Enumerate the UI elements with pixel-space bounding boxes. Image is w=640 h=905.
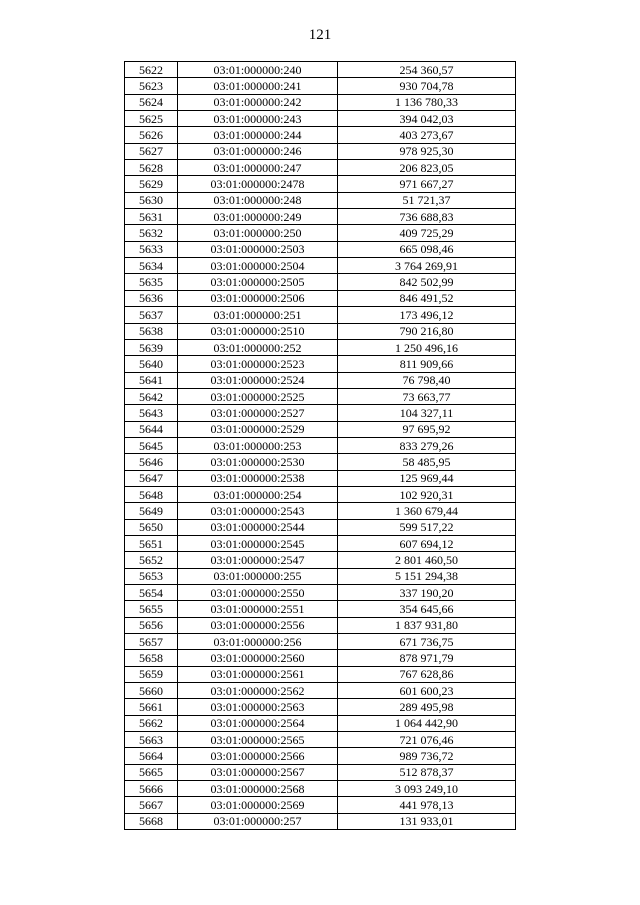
cadastral-number-cell: 03:01:000000:254 xyxy=(178,486,338,502)
row-number-cell: 5645 xyxy=(125,437,178,453)
row-number-cell: 5650 xyxy=(125,519,178,535)
row-number-cell: 5627 xyxy=(125,143,178,159)
value-cell: 1 064 442,90 xyxy=(338,715,516,731)
cadastral-number-cell: 03:01:000000:2568 xyxy=(178,781,338,797)
row-number-cell: 5664 xyxy=(125,748,178,764)
cadastral-number-cell: 03:01:000000:2569 xyxy=(178,797,338,813)
value-cell: 3 093 249,10 xyxy=(338,781,516,797)
table-row xyxy=(125,241,516,257)
value-cell: 394 042,03 xyxy=(338,111,516,127)
table-row xyxy=(125,274,516,290)
cadastral-number-cell: 03:01:000000:2503 xyxy=(178,241,338,257)
value-cell: 607 694,12 xyxy=(338,535,516,551)
value-cell: 97 695,92 xyxy=(338,421,516,437)
table-row xyxy=(125,617,516,633)
cadastral-number-cell: 03:01:000000:256 xyxy=(178,634,338,650)
value-cell: 1 250 496,16 xyxy=(338,339,516,355)
table-row xyxy=(125,94,516,110)
table-body xyxy=(125,62,516,830)
row-number-cell: 5657 xyxy=(125,634,178,650)
table-row xyxy=(125,503,516,519)
table-row xyxy=(125,176,516,192)
value-cell: 76 798,40 xyxy=(338,372,516,388)
cadastral-number-cell: 03:01:000000:2529 xyxy=(178,421,338,437)
row-number-cell: 5624 xyxy=(125,94,178,110)
table-row xyxy=(125,258,516,274)
cadastral-number-cell: 03:01:000000:243 xyxy=(178,111,338,127)
cadastral-number-cell: 03:01:000000:2566 xyxy=(178,748,338,764)
table-row xyxy=(125,454,516,470)
row-number-cell: 5623 xyxy=(125,78,178,94)
table-row xyxy=(125,421,516,437)
cadastral-number-cell: 03:01:000000:2506 xyxy=(178,290,338,306)
value-cell: 665 098,46 xyxy=(338,241,516,257)
value-cell: 512 878,37 xyxy=(338,764,516,780)
row-number-cell: 5647 xyxy=(125,470,178,486)
value-cell: 1 837 931,80 xyxy=(338,617,516,633)
value-cell: 989 736,72 xyxy=(338,748,516,764)
table-row xyxy=(125,601,516,617)
value-cell: 1 360 679,44 xyxy=(338,503,516,519)
cadastral-number-cell: 03:01:000000:2525 xyxy=(178,388,338,404)
row-number-cell: 5668 xyxy=(125,813,178,829)
cadastral-number-cell: 03:01:000000:2478 xyxy=(178,176,338,192)
row-number-cell: 5659 xyxy=(125,666,178,682)
table-row xyxy=(125,209,516,225)
table-row xyxy=(125,111,516,127)
cadastral-number-cell: 03:01:000000:2504 xyxy=(178,258,338,274)
page-number: 121 xyxy=(308,27,332,43)
table-row xyxy=(125,339,516,355)
row-number-cell: 5633 xyxy=(125,241,178,257)
cadastral-number-cell: 03:01:000000:252 xyxy=(178,339,338,355)
row-number-cell: 5656 xyxy=(125,617,178,633)
value-cell: 441 978,13 xyxy=(338,797,516,813)
row-number-cell: 5658 xyxy=(125,650,178,666)
row-number-cell: 5653 xyxy=(125,568,178,584)
value-cell: 337 190,20 xyxy=(338,585,516,601)
table-row xyxy=(125,143,516,159)
table-row xyxy=(125,797,516,813)
row-number-cell: 5648 xyxy=(125,486,178,502)
value-cell: 5 151 294,38 xyxy=(338,568,516,584)
value-cell: 878 971,79 xyxy=(338,650,516,666)
value-cell: 971 667,27 xyxy=(338,176,516,192)
row-number-cell: 5636 xyxy=(125,290,178,306)
table-row xyxy=(125,290,516,306)
table-row xyxy=(125,552,516,568)
value-cell: 767 628,86 xyxy=(338,666,516,682)
value-cell: 978 925,30 xyxy=(338,143,516,159)
table-row xyxy=(125,307,516,323)
table-row xyxy=(125,388,516,404)
table-row xyxy=(125,732,516,748)
table-row xyxy=(125,78,516,94)
table-row xyxy=(125,764,516,780)
cadastral-number-cell: 03:01:000000:247 xyxy=(178,160,338,176)
value-cell: 930 704,78 xyxy=(338,78,516,94)
row-number-cell: 5638 xyxy=(125,323,178,339)
table-row xyxy=(125,437,516,453)
row-number-cell: 5635 xyxy=(125,274,178,290)
cadastral-number-cell: 03:01:000000:255 xyxy=(178,568,338,584)
cadastral-number-cell: 03:01:000000:248 xyxy=(178,192,338,208)
cadastral-number-cell: 03:01:000000:2563 xyxy=(178,699,338,715)
table-row xyxy=(125,372,516,388)
value-cell: 811 909,66 xyxy=(338,356,516,372)
row-number-cell: 5651 xyxy=(125,535,178,551)
table-row xyxy=(125,634,516,650)
table-row xyxy=(125,781,516,797)
cadastral-number-cell: 03:01:000000:257 xyxy=(178,813,338,829)
table-row xyxy=(125,127,516,143)
value-cell: 58 485,95 xyxy=(338,454,516,470)
row-number-cell: 5639 xyxy=(125,339,178,355)
value-cell: 846 491,52 xyxy=(338,290,516,306)
row-number-cell: 5662 xyxy=(125,715,178,731)
cadastral-number-cell: 03:01:000000:2545 xyxy=(178,535,338,551)
row-number-cell: 5632 xyxy=(125,225,178,241)
value-cell: 125 969,44 xyxy=(338,470,516,486)
table-row xyxy=(125,748,516,764)
row-number-cell: 5640 xyxy=(125,356,178,372)
value-cell: 354 645,66 xyxy=(338,601,516,617)
value-cell: 206 823,05 xyxy=(338,160,516,176)
cadastral-number-cell: 03:01:000000:2560 xyxy=(178,650,338,666)
row-number-cell: 5649 xyxy=(125,503,178,519)
row-number-cell: 5634 xyxy=(125,258,178,274)
row-number-cell: 5629 xyxy=(125,176,178,192)
value-cell: 842 502,99 xyxy=(338,274,516,290)
cadastral-number-cell: 03:01:000000:2564 xyxy=(178,715,338,731)
cadastral-number-cell: 03:01:000000:2524 xyxy=(178,372,338,388)
value-cell: 102 920,31 xyxy=(338,486,516,502)
table-row xyxy=(125,650,516,666)
table-row xyxy=(125,470,516,486)
table-row xyxy=(125,192,516,208)
row-number-cell: 5646 xyxy=(125,454,178,470)
value-cell: 721 076,46 xyxy=(338,732,516,748)
value-cell: 131 933,01 xyxy=(338,813,516,829)
value-cell: 409 725,29 xyxy=(338,225,516,241)
value-cell: 3 764 269,91 xyxy=(338,258,516,274)
table-row xyxy=(125,666,516,682)
row-number-cell: 5625 xyxy=(125,111,178,127)
table-row xyxy=(125,225,516,241)
table-row xyxy=(125,62,516,78)
cadastral-number-cell: 03:01:000000:2543 xyxy=(178,503,338,519)
table-row xyxy=(125,585,516,601)
table-row xyxy=(125,699,516,715)
cadastral-number-cell: 03:01:000000:2562 xyxy=(178,683,338,699)
cadastral-number-cell: 03:01:000000:2565 xyxy=(178,732,338,748)
value-cell: 833 279,26 xyxy=(338,437,516,453)
row-number-cell: 5626 xyxy=(125,127,178,143)
cadastral-value-table xyxy=(124,61,516,830)
row-number-cell: 5660 xyxy=(125,683,178,699)
cadastral-number-cell: 03:01:000000:2544 xyxy=(178,519,338,535)
row-number-cell: 5631 xyxy=(125,209,178,225)
row-number-cell: 5630 xyxy=(125,192,178,208)
row-number-cell: 5654 xyxy=(125,585,178,601)
cadastral-number-cell: 03:01:000000:2567 xyxy=(178,764,338,780)
table-row xyxy=(125,715,516,731)
cadastral-number-cell: 03:01:000000:2538 xyxy=(178,470,338,486)
value-cell: 104 327,11 xyxy=(338,405,516,421)
cadastral-number-cell: 03:01:000000:2551 xyxy=(178,601,338,617)
cadastral-number-cell: 03:01:000000:2550 xyxy=(178,585,338,601)
table-row xyxy=(125,486,516,502)
value-cell: 51 721,37 xyxy=(338,192,516,208)
value-cell: 254 360,57 xyxy=(338,62,516,78)
cadastral-number-cell: 03:01:000000:2505 xyxy=(178,274,338,290)
row-number-cell: 5637 xyxy=(125,307,178,323)
value-cell: 1 136 780,33 xyxy=(338,94,516,110)
row-number-cell: 5665 xyxy=(125,764,178,780)
table-row xyxy=(125,356,516,372)
cadastral-number-cell: 03:01:000000:251 xyxy=(178,307,338,323)
value-cell: 289 495,98 xyxy=(338,699,516,715)
table-row xyxy=(125,323,516,339)
value-cell: 599 517,22 xyxy=(338,519,516,535)
row-number-cell: 5628 xyxy=(125,160,178,176)
cadastral-number-cell: 03:01:000000:242 xyxy=(178,94,338,110)
value-cell: 736 688,83 xyxy=(338,209,516,225)
table-row xyxy=(125,519,516,535)
value-cell: 671 736,75 xyxy=(338,634,516,650)
row-number-cell: 5661 xyxy=(125,699,178,715)
cadastral-number-cell: 03:01:000000:244 xyxy=(178,127,338,143)
cadastral-number-cell: 03:01:000000:2527 xyxy=(178,405,338,421)
value-cell: 601 600,23 xyxy=(338,683,516,699)
cadastral-number-cell: 03:01:000000:241 xyxy=(178,78,338,94)
row-number-cell: 5644 xyxy=(125,421,178,437)
table-row xyxy=(125,813,516,829)
cadastral-number-cell: 03:01:000000:246 xyxy=(178,143,338,159)
value-cell: 790 216,80 xyxy=(338,323,516,339)
row-number-cell: 5666 xyxy=(125,781,178,797)
cadastral-number-cell: 03:01:000000:2556 xyxy=(178,617,338,633)
value-cell: 2 801 460,50 xyxy=(338,552,516,568)
row-number-cell: 5622 xyxy=(125,62,178,78)
row-number-cell: 5652 xyxy=(125,552,178,568)
table-row xyxy=(125,568,516,584)
cadastral-number-cell: 03:01:000000:2547 xyxy=(178,552,338,568)
cadastral-number-cell: 03:01:000000:2523 xyxy=(178,356,338,372)
value-cell: 403 273,67 xyxy=(338,127,516,143)
cadastral-number-cell: 03:01:000000:250 xyxy=(178,225,338,241)
row-number-cell: 5642 xyxy=(125,388,178,404)
table-row xyxy=(125,683,516,699)
value-cell: 73 663,77 xyxy=(338,388,516,404)
cadastral-number-cell: 03:01:000000:2561 xyxy=(178,666,338,682)
cadastral-number-cell: 03:01:000000:2530 xyxy=(178,454,338,470)
cadastral-number-cell: 03:01:000000:253 xyxy=(178,437,338,453)
table-row xyxy=(125,160,516,176)
row-number-cell: 5643 xyxy=(125,405,178,421)
table-row xyxy=(125,405,516,421)
cadastral-number-cell: 03:01:000000:240 xyxy=(178,62,338,78)
row-number-cell: 5655 xyxy=(125,601,178,617)
cadastral-number-cell: 03:01:000000:2510 xyxy=(178,323,338,339)
row-number-cell: 5641 xyxy=(125,372,178,388)
row-number-cell: 5667 xyxy=(125,797,178,813)
value-cell: 173 496,12 xyxy=(338,307,516,323)
table-row xyxy=(125,535,516,551)
row-number-cell: 5663 xyxy=(125,732,178,748)
cadastral-number-cell: 03:01:000000:249 xyxy=(178,209,338,225)
